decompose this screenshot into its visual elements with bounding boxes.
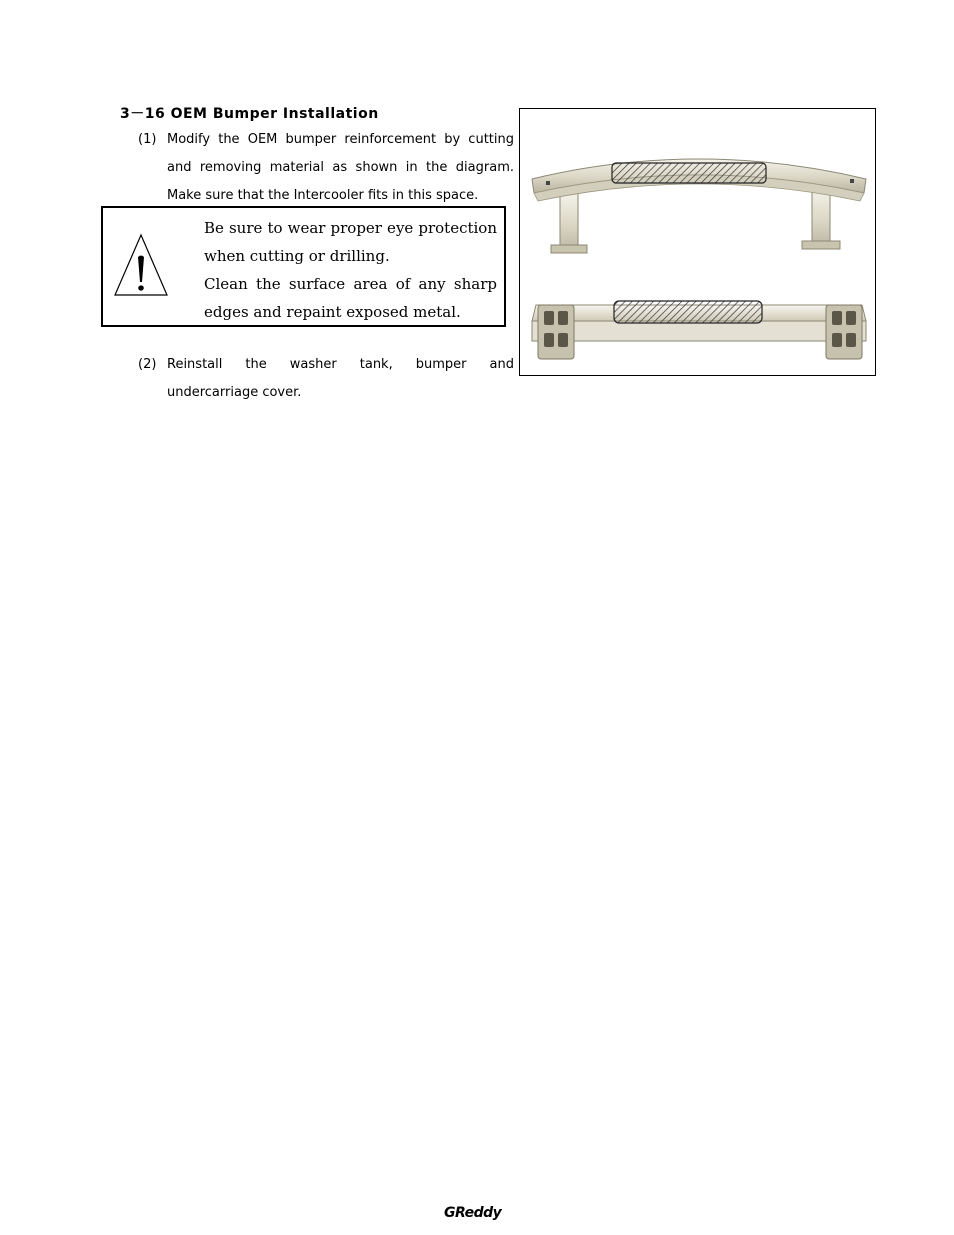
section-heading: 3－16 OEM Bumper Installation	[120, 106, 379, 122]
greddy-logo	[444, 1204, 536, 1220]
bumper-reinforcement-photo	[519, 108, 876, 376]
warning-text-repaint: Clean the surface area of any sharp edges and repaint exposed metal.	[204, 275, 497, 321]
step-text-line2: undercarriage cover.	[167, 385, 302, 400]
step-2	[138, 351, 514, 407]
step-text: Modify the OEM bumper reinforcement by cutting and removing material as shown in the diagram. Make sure that the Intercooler fits in this space.	[167, 132, 514, 203]
step-1	[138, 126, 514, 210]
warning-text-eye-protection: Be sure to wear proper eye protection when cutting or drilling.	[204, 219, 497, 265]
step-number: (1)	[138, 132, 157, 147]
step-text-line1: Reinstall the washer tank, bumper and	[167, 357, 514, 372]
step-number: (2)	[138, 357, 157, 372]
bumper-beam-bottom	[532, 301, 866, 359]
svg-text:GReddy: GReddy	[444, 1205, 502, 1220]
exclamation-triangle-icon	[113, 233, 169, 297]
bumper-beam-top	[532, 159, 866, 253]
warning-box	[101, 206, 506, 327]
